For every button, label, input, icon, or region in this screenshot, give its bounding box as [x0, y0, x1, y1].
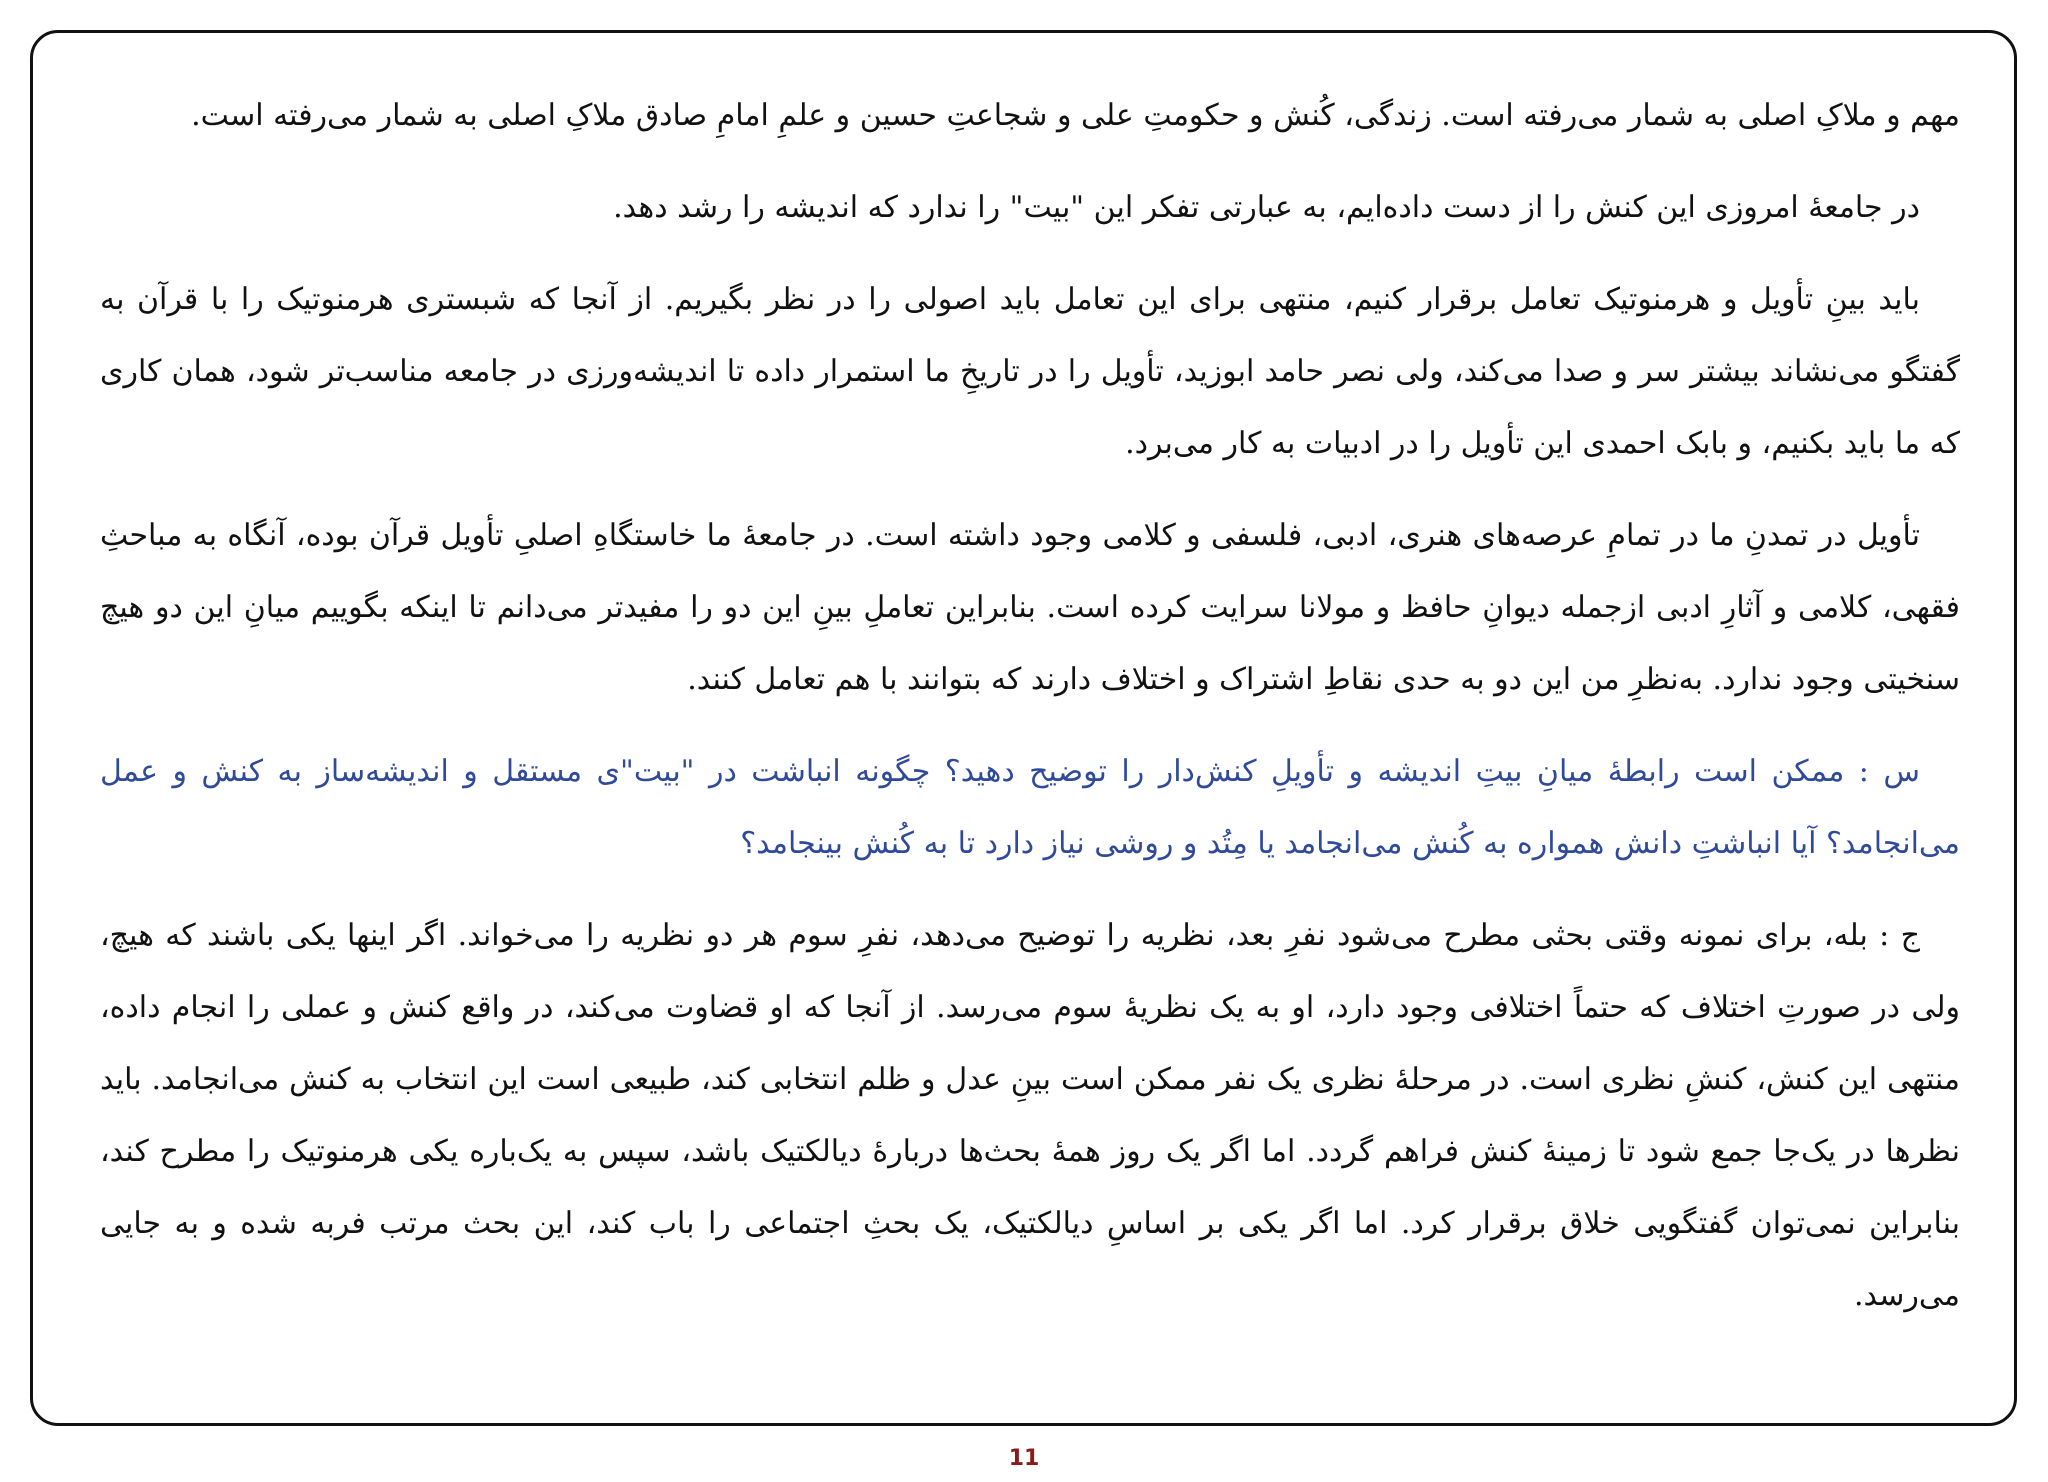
paragraph: تأویل در تمدنِ ما در تمامِ عرصه‌های هنری، ادبی، فلسفی و کلامی وجود داشته است. در جامعهٔ ما خاستگاهِ اصلیِ تأویل قرآن بوده، آنگاه به مباحثِ فقهی، کلامی و آثارِ ادبی ازجمله دیوانِ حافظ و مولانا سرایت کرده است. بنابراین تعاملِ بینِ این دو را مفیدتر می‌دانم تا اینکه بگوییم میانِ این دو هیچ سنخیتی وجود ندارد. به‌نظرِ من این دو به حدی نقاطِ اشتراک و اختلاف دارند که بتوانند با هم تعامل کنند. — [100, 518, 1960, 697]
article-body — [100, 80, 1960, 1352]
paragraph-continuation: مهم و ملاکِ اصلی به شمار می‌رفته است. زندگی، کُنش و حکومتِ علی و شجاعتِ حسین و علمِ امامِ صادق ملاکِ اصلی به شمار می‌رفته است. — [191, 98, 1960, 133]
paragraph: باید بینِ تأویل و هرمنوتیک تعامل برقرار کنیم، منتهی برای این تعامل باید اصولی را در نظر بگیریم. از آنجا که شبستری هرمنوتیک را با قرآن به گفتگو می‌نشاند بیشتر سر و صدا می‌کند، ولی نصر حامد ابوزید، تأویل را در تاریخِ ما استمرار داده تا اندیشه‌ورزی در جامعه مناسب‌تر شود، همان کاری که ما باید بکنیم، و بابک احمدی این تأویل را در ادبیات به کار می‌برد. — [100, 282, 1960, 461]
page-number: 11 — [1008, 1446, 1040, 1471]
interview-question: س : ممکن است رابطهٔ میانِ بیتِ اندیشه و تأویلِ کنش‌دار را توضیح دهید؟ چگونه انباشت در "بیت"ی مستقل و اندیشه‌ساز به کنش و عمل می‌انجامد؟ آیا انباشتِ دانش همواره به کُنش می‌انجامد یا مِتُد و روشی نیاز دارد تا به کُنش بینجامد؟ — [100, 754, 1960, 861]
interview-answer: ج : بله، برای نمونه وقتی بحثی مطرح می‌شود نفرِ بعد، نظریه را توضیح می‌دهد، نفرِ سوم هر دو نظریه را می‌خواند. اگر اینها یکی باشند که هیچ، ولی در صورتِ اختلاف که حتماً اختلافی وجود دارد، او به یک نظریهٔ سوم می‌رسد. از آنجا که او قضاوت می‌کند، در واقع کنش و عملی را انجام داده، منتهی این کنش، کنشِ نظری است. در مرحلهٔ نظری یک نفر ممکن است بینِ عدل و ظلم انتخابی کند، طبیعی است این انتخاب به کنش می‌انجامد. باید نظرها در یک‌جا جمع شود تا زمینهٔ کنش فراهم گردد. اما اگر یک روز همهٔ بحث‌ها دربارهٔ دیالکتیک باشد، سپس به یک‌باره یکی هرمنوتیک را مطرح کند، بنابراین نمی‌توان گفتگویی خلاق برقرار کرد. اما اگر یکی بر اساسِ دیالکتیک، یک بحثِ اجتماعی را باب کند، این بحث مرتب فربه شده و به جایی می‌رسد. — [100, 918, 1960, 1313]
paragraph: در جامعهٔ امروزی این کنش را از دست داده‌ایم، به عبارتی تفکر این "بیت" را ندارد که اندیشه را رشد دهد. — [613, 190, 1920, 225]
